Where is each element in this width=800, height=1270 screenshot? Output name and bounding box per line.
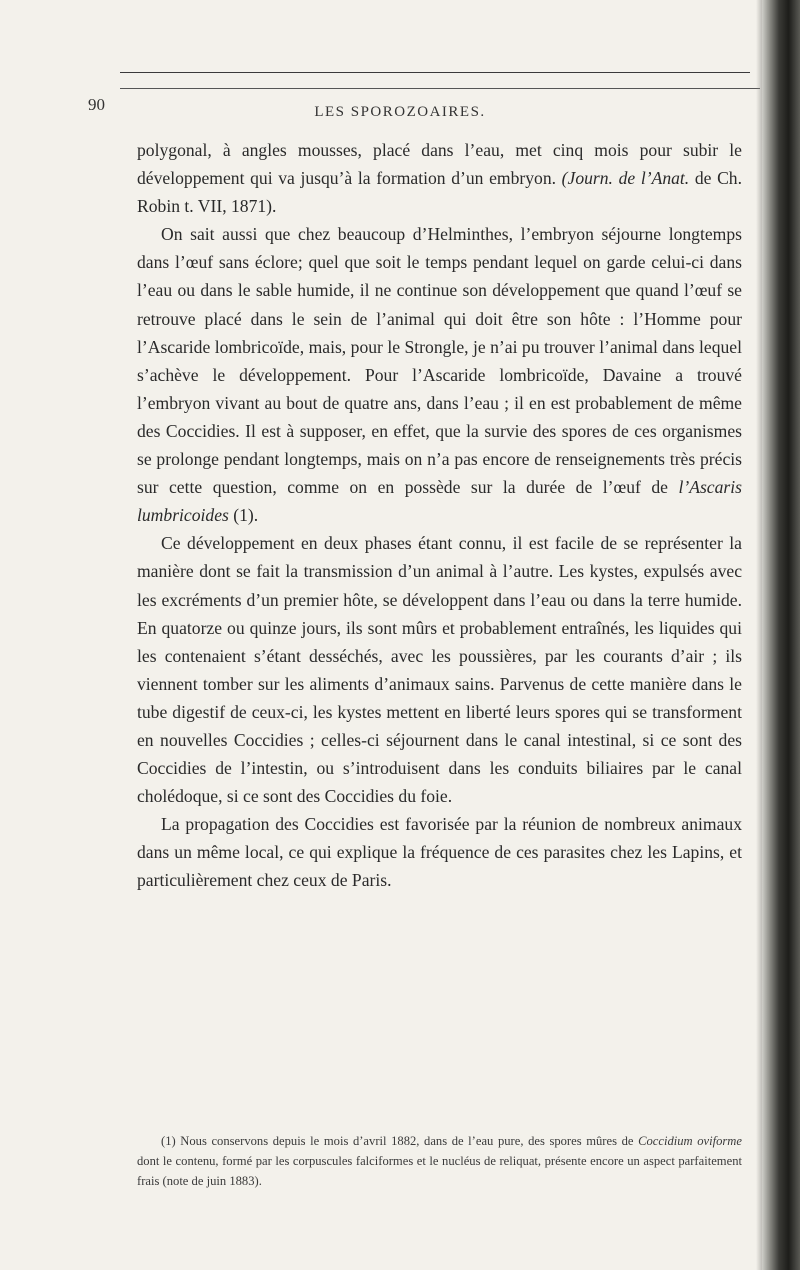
footnote xyxy=(137,1131,742,1191)
paragraph-2-species-name: l’Ascaris lumbricoides xyxy=(137,477,742,526)
header-rule xyxy=(120,72,750,73)
paragraph-3 xyxy=(137,529,742,810)
paragraph-1-segment-1: polygonal, à angles mousses, placé dans l’eau, met cinq mois pour subir le développement qui va jusqu’à la formation d’un embryon. xyxy=(137,140,742,189)
body-text xyxy=(137,136,742,895)
paragraph-2 xyxy=(137,220,742,529)
paragraph-3-text: Ce développement en deux phases étant connu, il est facile de se représenter la manière dont se fait la transmission d’un animal à l’autre. Les kystes, expulsés avec les excréments d’un premier hôte, se développent dans l’eau ou dans la terre humide. En quatorze ou quinze jours, ils sont mûrs et probablement entraînés, les liquides qui les contenaient s’étant desséchés, avec les poussières, par les courants d’air ; ils viennent tomber sur les aliments d’animaux sains. Parvenus de cette manière dans le tube digestif de ceux-ci, les kystes mettent en liberté leurs spores qui se transforment en nouvelles Coccidies ; celles-ci séjournent dans le canal intestinal, si ce sont des Coccidies de l’intestin, ou s’introduisent dans les conduits biliaires par le canal cholédoque, si ce sont des Coccidies du foie. xyxy=(137,533,742,807)
page-number: 90 xyxy=(88,95,105,114)
footnote-segment-1: (1) Nous conservons depuis le mois d’avril 1882, dans de l’eau pure, des spores mûres de xyxy=(161,1134,639,1148)
header-rule-secondary xyxy=(120,88,760,89)
paragraph-1 xyxy=(137,136,742,220)
paragraph-2-footnote-ref: (1). xyxy=(228,505,259,526)
paragraph-2-segment-1: On sait aussi que chez beaucoup d’Helminthes, l’embryon séjourne longtemps dans l’œuf sans éclore; quel que soit le temps pendant lequel on garde celui-ci dans l’eau ou dans le sable humide, il ne continue son développement que quand l’œuf se retrouve placé dans le sein de l’animal qui doit être son hôte : l’Homme pour l’Ascaride lombricoïde, mais, pour le Strongle, je n’ai pu trouver l’animal dans lequel s’achève le développement. Pour l’Ascaride lombricoïde, Davaine a trouvé l’embryon vivant au bout de quatre ans, dans l’eau ; il en est probablement de même des Coccidies. Il est à supposer, en effet, que la survie des spores de ces organismes se prolonge pendant longtemps, mais on n’a pas encore de renseignements très précis sur cette question, comme on en possède sur la durée de l’œuf de xyxy=(137,224,742,498)
footnote-species-name: Coccidium oviforme xyxy=(638,1134,742,1148)
footnote-segment-3: dont le contenu, formé par les corpuscules falciformes et le nucléus de reliquat, présente encore un aspect parfaitement frais (note de juin 1883). xyxy=(137,1154,742,1188)
book-spine-edge xyxy=(762,0,800,1270)
running-head: LES SPOROZOAIRES. xyxy=(314,104,486,120)
paragraph-1-citation-journal: (Journ. de l’Anat. xyxy=(561,168,690,189)
paragraph-4 xyxy=(137,810,742,894)
paragraph-1-segment-3: de Ch. Robin t. VII, 1871). xyxy=(137,168,742,217)
paragraph-4-text: La propagation des Coccidies est favorisée par la réunion de nombreux animaux dans un même local, ce qui explique la fréquence de ces parasites chez les Lapins, et particulièrement chez ceux de Paris. xyxy=(137,814,742,891)
